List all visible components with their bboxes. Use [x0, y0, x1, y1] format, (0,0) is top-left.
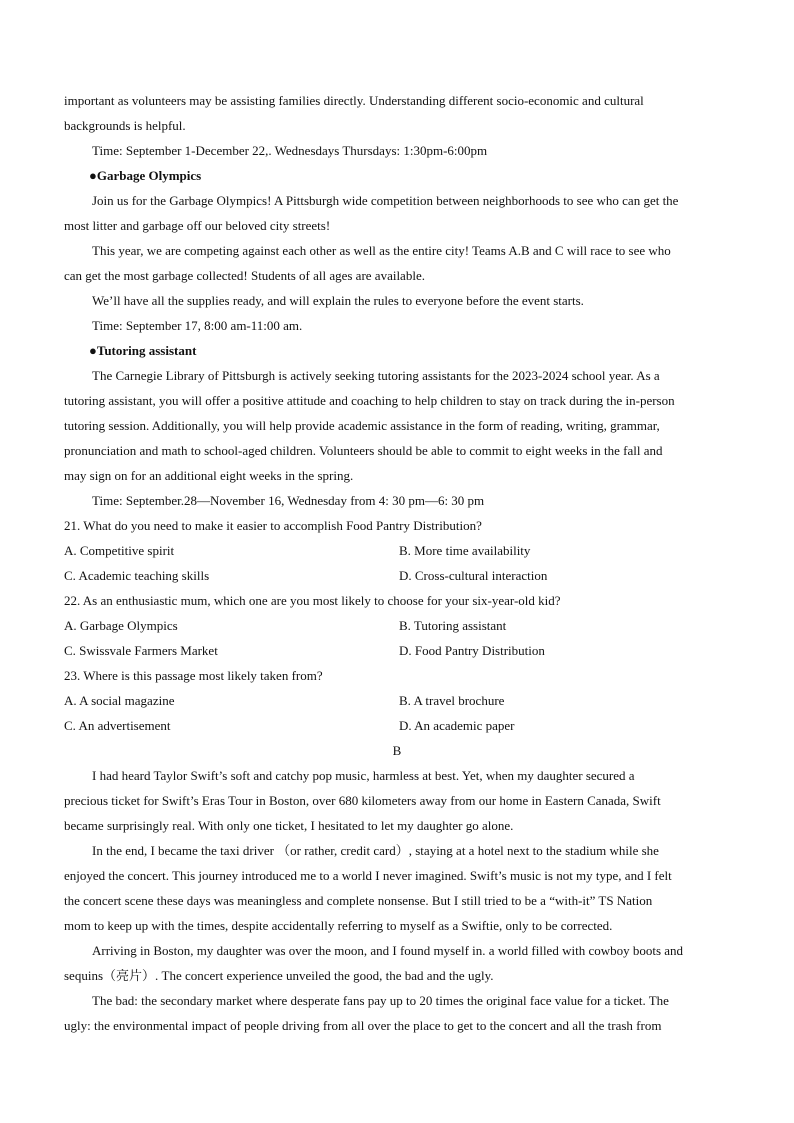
- body-text-line: Join us for the Garbage Olympics! A Pittsburgh wide competition between neighborhoods to see who can get the: [92, 193, 679, 208]
- option-b: B. More time availability: [399, 543, 531, 558]
- option-a: A. Competitive spirit: [64, 543, 175, 558]
- option-a: A. A social magazine: [64, 693, 175, 708]
- option-row: [64, 638, 730, 663]
- option-b: B. Tutoring assistant: [399, 618, 507, 633]
- option-row: [64, 688, 730, 713]
- body-text-line: ugly: the environmental impact of people driving from all over the place to get to the concert and all the trash from: [64, 1018, 662, 1033]
- body-text-line: tutoring assistant, you will offer a positive attitude and coaching to help children to stay on track during the in-person: [64, 393, 675, 408]
- option-d: D. An academic paper: [399, 718, 515, 733]
- body-text-line: The bad: the secondary market where desperate fans pay up to 20 times the original face value for a ticket. The: [92, 993, 669, 1008]
- question-stem: 21. What do you need to make it easier to accomplish Food Pantry Distribution?: [64, 518, 482, 533]
- garbage-olympics-time: Time: September 17, 8:00 am-11:00 am.: [92, 318, 303, 333]
- question-stem: 22. As an enthusiastic mum, which one are you most likely to choose for your six-year-old kid?: [64, 593, 561, 608]
- body-text-line: In the end, I became the taxi driver （or rather, credit card）, staying at a hotel next to the stadium while she: [92, 843, 659, 858]
- question-stem: 23. Where is this passage most likely taken from?: [64, 668, 323, 683]
- option-c: C. Swissvale Farmers Market: [64, 643, 218, 658]
- option-c: C. Academic teaching skills: [64, 568, 210, 583]
- body-text-line: I had heard Taylor Swift’s soft and catchy pop music, harmless at best. Yet, when my daughter secured a: [92, 768, 635, 783]
- body-text-line: important as volunteers may be assisting families directly. Understanding different socio-economic and cultural: [64, 93, 644, 108]
- body-text-line: the concert scene these days was meaningless and complete nonsense. But I still tried to be a “with-it” TS Nation: [64, 893, 653, 908]
- body-text-line: This year, we are competing against each other as well as the entire city! Teams A.B and C will race to see who: [92, 243, 671, 258]
- document-body: [64, 88, 730, 1038]
- body-text-line: We’ll have all the supplies ready, and will explain the rules to everyone before the event starts.: [92, 293, 584, 308]
- option-row: [64, 563, 730, 588]
- option-row: [64, 538, 730, 563]
- option-b: B. A travel brochure: [399, 693, 505, 708]
- body-text-line: sequins（亮片）. The concert experience unveiled the good, the bad and the ugly.: [64, 968, 494, 983]
- body-text-line: mom to keep up with the times, despite accidentally referring to myself as a Swiftie, only to be corrected.: [64, 918, 613, 933]
- option-row: [64, 713, 730, 738]
- body-text-line: precious ticket for Swift’s Eras Tour in Boston, over 680 kilometers away from our home in Eastern Canada, Swift: [64, 793, 661, 808]
- body-text-line: pronunciation and math to school-aged children. Volunteers should be able to commit to eight weeks in the fall and: [64, 443, 663, 458]
- body-text-line: became surprisingly real. With only one ticket, I hesitated to let my daughter go alone.: [64, 818, 514, 833]
- option-row: [64, 613, 730, 638]
- body-text-line: most litter and garbage off our beloved city streets!: [64, 218, 331, 233]
- tutoring-assistant-time: Time: September.28—November 16, Wednesday from 4: 30 pm—6: 30 pm: [92, 493, 485, 508]
- body-text-line: Arriving in Boston, my daughter was over the moon, and I found myself in. a world filled with cowboy boots and: [92, 943, 684, 958]
- body-text-line: may sign on for an additional eight weeks in the spring.: [64, 468, 354, 483]
- body-text-line: The Carnegie Library of Pittsburgh is actively seeking tutoring assistants for the 2023-2024 school year. As a: [92, 368, 660, 383]
- option-d: D. Food Pantry Distribution: [399, 643, 545, 658]
- body-text-line: enjoyed the concert. This journey introduced me to a world I never imagined. Swift’s music is not my type, and I felt: [64, 868, 672, 883]
- body-text-line: can get the most garbage collected! Students of all ages are available.: [64, 268, 425, 283]
- body-text-line: tutoring session. Additionally, you will help provide academic assistance in the form of reading, writing, grammar,: [64, 418, 660, 433]
- section-label: B: [392, 743, 402, 758]
- garbage-olympics-heading: ●Garbage Olympics: [89, 168, 202, 183]
- food-pantry-time: Time: September 1-December 22,. Wednesdays Thursdays: 1:30pm-6:00pm: [92, 143, 488, 158]
- body-text-line: backgrounds is helpful.: [64, 118, 186, 133]
- option-a: A. Garbage Olympics: [64, 618, 178, 633]
- option-c: C. An advertisement: [64, 718, 171, 733]
- option-d: D. Cross-cultural interaction: [399, 568, 548, 583]
- tutoring-assistant-heading: ●Tutoring assistant: [89, 343, 197, 358]
